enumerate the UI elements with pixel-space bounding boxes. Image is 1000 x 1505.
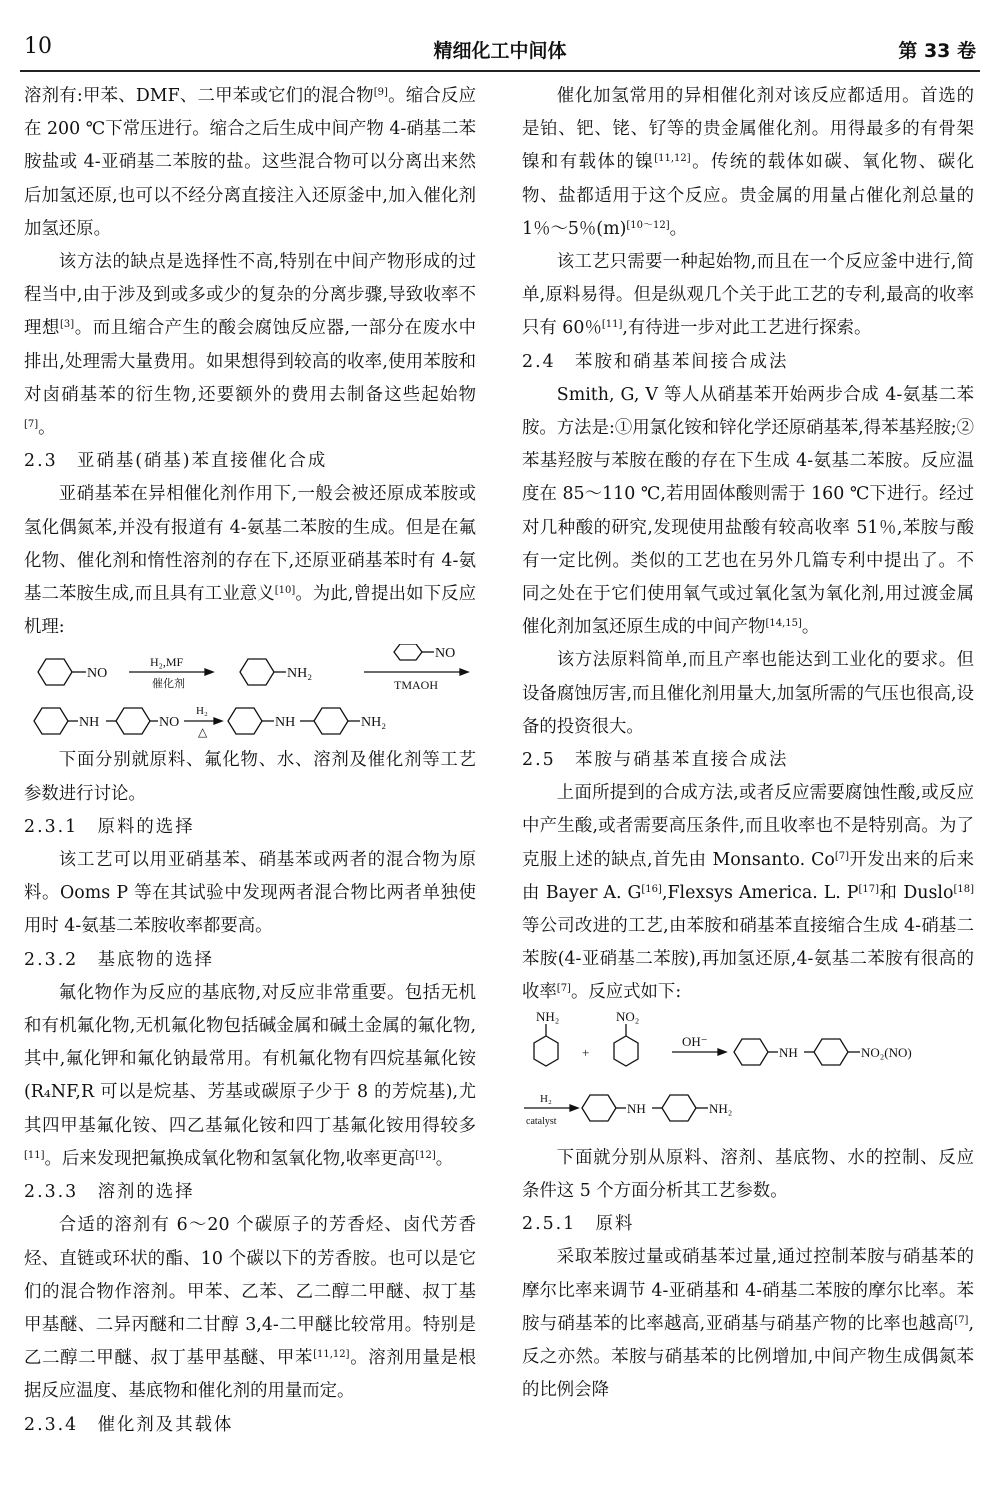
volume-label: 第 33 卷 xyxy=(898,40,976,62)
citation: [7] xyxy=(24,419,39,431)
reaction-scheme-nitrosobenzene xyxy=(24,644,476,744)
citation: [10～12] xyxy=(626,219,670,231)
journal-title: 精细化工中间体 xyxy=(433,40,567,62)
svg-text:NO: NO xyxy=(159,715,180,731)
citation: [7] xyxy=(556,983,571,995)
paragraph: 下面就分别从原料、溶剂、基底物、水的控制、反应条件这 5 个方面分析其工艺参数。 xyxy=(522,1147,974,1201)
citation: [7] xyxy=(954,1314,969,1326)
section-heading: 2.3.3 溶剂的选择 xyxy=(24,1182,195,1203)
svg-text:NH: NH xyxy=(79,715,100,731)
citation: [9] xyxy=(373,87,388,98)
paragraph: 该工艺可以用亚硝基苯、硝基苯或两者的混合物为原料。Ooms P 等在其试验中发现两者混合物比两者单独使用时 4-氨基二苯胺收率都要高。 xyxy=(24,850,476,937)
paragraph: 催化加氢常用的异相催化剂对该反应都适用。首选的是铂、钯、铑、钌等的贵金属催化剂。用得最多的有骨架镍和有载体的镍[11,12]。传统的载体如碳、氧化物、碳化物、盐都适用于这个反应。贵金属的用量占催化剂总量的 1％～5％(m)[10～12]。 xyxy=(522,86,974,239)
citation: [7] xyxy=(834,850,850,862)
svg-text:OH⁻: OH⁻ xyxy=(682,1033,708,1049)
paragraph: 下面分别就原料、氟化物、水、溶剂及催化剂等工艺参数进行讨论。 xyxy=(24,750,476,804)
left-column xyxy=(24,80,476,1442)
svg-text:NO₂(NO): NO₂(NO) xyxy=(861,1044,912,1060)
citation: [11] xyxy=(24,1149,45,1161)
section-heading: 2.3.1 原料的选择 xyxy=(24,816,195,837)
citation: [11,12] xyxy=(313,1349,350,1361)
paragraph: 亚硝基苯在异相催化剂作用下,一般会被还原成苯胺或氢化偶氮苯,并没有报道有 4-氨基二苯胺的生成。但是在氟化物、催化剂和惰性溶剂的存在下,还原亚硝基苯时有 4-氨基二苯胺生成,而且具有工业意义[10]。为此,曾提出如下反应机理: xyxy=(24,484,476,638)
citation: [18] xyxy=(953,883,974,895)
svg-text:催化剂: 催化剂 xyxy=(152,678,185,691)
section-heading: 2.3.2 基底物的选择 xyxy=(24,949,214,970)
citation: [11,12] xyxy=(654,153,691,165)
svg-text:NH₂: NH₂ xyxy=(536,1009,560,1024)
paragraph: Smith, G, V 等人从硝基苯开始两步合成 4-氨基二苯胺。方法是:①用氯化铵和锌化学还原硝基苯,得苯基羟胺;②苯基羟胺与苯胺在酸的存在下生成 4-氨基二苯胺。反应温度在 85～110 ℃,若用固体酸则需于 160 ℃下进行。经过对几种酸的研究,发现使用盐酸有较高收率 51％,苯胺与酸有一定比例。类似的工艺也在另外几篇专利中提出了。不同之处在于它们使用氧气或过氧化氢为氧化剂,用过渡金属催化剂加氢还原生成的中间产物[14,15]。 xyxy=(522,384,975,638)
svg-text:TMAOH: TMAOH xyxy=(394,678,438,693)
paragraph: 该方法的缺点是选择性不高,特别在中间产物形成的过程当中,由于涉及到或多或少的复杂的分离步骤,导致收率不理想[3]。而且缩合产生的酸会腐蚀反应器,一部分在废水中排出,处理需大量费用。如果想得到较高的收率,使用苯胺和对卤硝基苯的衍生物,还要额外的费用去制备这些起始物[7]。 xyxy=(24,252,476,439)
svg-text:NH: NH xyxy=(275,715,296,731)
svg-text:H₂,MF: H₂,MF xyxy=(150,655,184,670)
svg-text:NH₂: NH₂ xyxy=(361,715,387,731)
page-header xyxy=(20,30,980,72)
paragraph: 该工艺只需要一种起始物,而且在一个反应釜中进行,简单,原料易得。但是纵观几个关于此工艺的专利,最高的收率只有 60％[11],有待进一步对此工艺进行探索。 xyxy=(522,252,974,339)
section-heading: 2.3.4 催化剂及其载体 xyxy=(24,1414,234,1435)
svg-text:NH₂: NH₂ xyxy=(709,1100,733,1116)
citation: [17] xyxy=(858,883,880,895)
section-heading: 2.4 苯胺和硝基苯间接合成法 xyxy=(522,351,789,372)
paragraph: 合适的溶剂有 6～20 个碳原子的芳香烃、卤代芳香烃、直链或环状的酯、10 个碳以下的芳香胺。也可以是它们的混合物作溶剂。甲苯、乙苯、乙二醇二甲醚、叔丁基甲基醚、二异丙醚和二甘醇 3,4-二甲醚比较常用。特别是乙二醇二甲醚、叔丁基甲基醚、甲苯[11,12]。溶剂用量是根据反应温度、基底物和催化剂的用量而定。 xyxy=(24,1215,476,1402)
right-column xyxy=(522,80,974,1407)
section-heading: 2.5 苯胺与硝基苯直接合成法 xyxy=(522,750,789,771)
citation: [10] xyxy=(274,585,296,597)
paragraph: 氟化物作为反应的基底物,对反应非常重要。包括无机和有机氟化物,无机氟化物包括碱金属和碱土金属的氟化物,其中,氟化钾和氟化钠最常用。有机氟化物有四烷基氟化铵(R₄NF,R 可以是烷基、芳基或碳原子少于 8 的芳烷基),尤其四甲基氟化铵、四乙基氟化铵和四丁基氟化铵用得较多[11]。后来发现把氟换成氧化物和氢氧化物,收率更高[12]。 xyxy=(24,982,476,1169)
paragraph: 溶剂有:甲苯、DMF、二甲苯或它们的混合物[9]。缩合反应在 200 ℃下常压进行。缩合之后生成中间产物 4-硝基二苯胺盐或 4-亚硝基二苯胺的盐。这些混合物可以分离出来然后加氢还原,也可以不经分离直接注入还原釜中,加入催化剂加氢还原。 xyxy=(24,86,476,239)
citation: [3] xyxy=(59,319,75,331)
page-number: 10 xyxy=(24,34,52,59)
section-heading: 2.5.1 原料 xyxy=(522,1214,635,1235)
svg-text:H₂: H₂ xyxy=(540,1092,552,1105)
svg-text:NO: NO xyxy=(435,646,456,662)
svg-text:NH: NH xyxy=(627,1100,646,1116)
svg-text:catalyst: catalyst xyxy=(526,1115,557,1127)
paragraph: 上面所提到的合成方法,或者反应需要腐蚀性酸,或反应中产生酸,或者需要高压条件,而且收率也不是特别高。为了克服上述的缺点,首先由 Monsanto. Co[7]开发出来的后来由 Bayer A. G[16],Flexsys America. L. P[17]和 Duslo[18]等公司改进的工艺,由苯胺和硝基苯直接缩合生成 4-硝基二苯胺(4-亚硝基二苯胺),再加氢还原,4-氨基二苯胺有很高的收率[7]。反应式如下: xyxy=(522,783,974,1003)
svg-text:△: △ xyxy=(198,725,208,740)
citation: [16] xyxy=(641,883,662,895)
paragraph: 该方法原料简单,而且产率也能达到工业化的要求。但设备腐蚀厉害,而且催化剂用量大,加氢所需的气压也很高,设备的投资很大。 xyxy=(522,650,974,737)
svg-text:NH: NH xyxy=(779,1044,798,1060)
svg-text:+: + xyxy=(582,1044,590,1060)
paragraph: 采取苯胺过量或硝基苯过量,通过控制苯胺与硝基苯的摩尔比率来调节 4-亚硝基和 4-硝基二苯胺的摩尔比率。苯胺与硝基苯的比率越高,亚硝基与硝基产物的比率也越高[7],反之亦然。苯胺与硝基苯的比例增加,中间产物生成偶氮苯的比例会降 xyxy=(522,1247,974,1401)
citation: [11] xyxy=(601,319,623,331)
citation: [14,15] xyxy=(765,618,802,630)
reaction-scheme-aniline-nitrobenzene xyxy=(522,1010,974,1142)
label-nh2: NH₂ xyxy=(287,666,313,682)
label-no: NO xyxy=(87,666,108,682)
section-heading: 2.3 亚硝基(硝基)苯直接催化合成 xyxy=(24,451,328,472)
svg-text:NO₂: NO₂ xyxy=(616,1009,640,1024)
svg-text:H₂: H₂ xyxy=(196,705,208,718)
citation: [12] xyxy=(415,1149,436,1161)
